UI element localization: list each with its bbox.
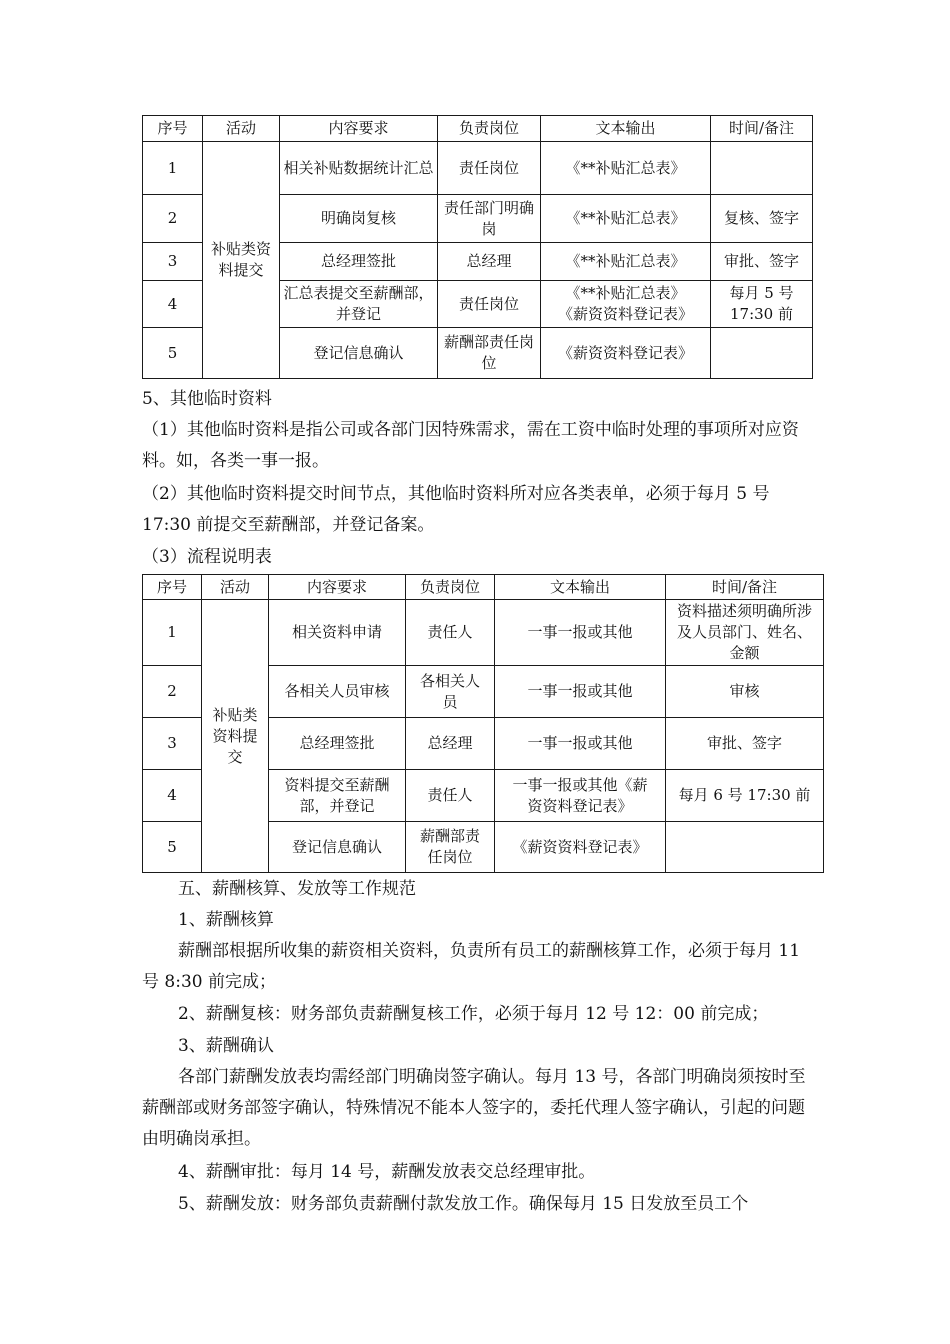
table-header-row: [143, 116, 813, 142]
content-cell: 相关补贴数据统计汇总: [280, 142, 438, 195]
output-cell: 一事一报或其他: [495, 666, 666, 718]
subsection-heading: 3、薪酬确认: [178, 1036, 274, 1056]
output-cell: 一事一报或其他: [495, 718, 666, 770]
section-heading: 五、薪酬核算、发放等工作规范: [178, 879, 416, 899]
content-cell: [269, 770, 406, 822]
header-cell: 活动: [203, 116, 280, 142]
paragraph: 2、薪酬复核：财务部负责薪酬复核工作，必须于每月 12 号 12：00 前完成；: [178, 1004, 769, 1024]
activity-label: 补贴类资料提交: [211, 240, 272, 279]
output-cell: [541, 281, 711, 328]
output-cell: 《薪资资料登记表》: [495, 822, 666, 873]
role-cell: 责任人: [406, 770, 495, 822]
role-cell: 总经理: [438, 243, 541, 281]
note-cell: [666, 822, 824, 873]
header-cell: 负责岗位: [438, 116, 541, 142]
row-number: 3: [143, 243, 203, 281]
note-text: 资料描述须明确所涉及人员部门、姓名、金额: [676, 602, 812, 662]
role-cell: 总经理: [406, 718, 495, 770]
paragraph: 4、薪酬审批：每月 14 号，薪酬发放表交总经理审批。: [178, 1162, 596, 1182]
output-text: 一事一报或其他《薪资资料登记表》: [512, 775, 648, 815]
content-cell: 登记信息确认: [280, 328, 438, 379]
table-row: [143, 600, 824, 666]
process-table-subsidy: [142, 115, 813, 379]
role-cell: 责任人: [406, 600, 495, 666]
header-cell: 序号: [143, 575, 202, 600]
row-number: 5: [143, 328, 203, 379]
row-number: 4: [143, 281, 203, 328]
header-cell: 文本输出: [495, 575, 666, 600]
output-cell: 《**补贴汇总表》: [541, 142, 711, 195]
section-heading: 5、其他临时资料: [142, 389, 272, 409]
role-cell: 责任岗位: [438, 281, 541, 328]
table-row: [143, 142, 813, 195]
activity-label: 补贴类资料提交: [212, 705, 258, 766]
row-number: 4: [143, 770, 202, 822]
role-text: 薪酬部责任岗位: [419, 827, 480, 866]
row-number: 2: [143, 666, 202, 718]
content-cell: 总经理签批: [280, 243, 438, 281]
row-number: 5: [143, 822, 202, 873]
note-cell: 审核: [666, 666, 824, 718]
row-number: 2: [143, 195, 203, 243]
note-cell: [711, 328, 813, 379]
role-cell: 薪酬部责任岗位: [438, 328, 541, 379]
note-cell: 审批、签字: [711, 243, 813, 281]
note-cell: [711, 142, 813, 195]
note-text: 每月 5 号 17:30 前: [729, 284, 794, 323]
paragraph: （3）流程说明表: [142, 547, 272, 567]
content-cell: 登记信息确认: [269, 822, 406, 873]
paragraph: （1）其他临时资料是指公司或各部门因特殊需求，需在工资中临时处理的事项所对应资料。如，各类一事一报。: [142, 420, 799, 471]
note-cell: [711, 281, 813, 328]
header-cell: 内容要求: [280, 116, 438, 142]
content-text: 资料提交至薪酬部，并登记: [284, 775, 390, 815]
role-cell: [406, 822, 495, 873]
content-cell: 相关资料申请: [269, 600, 406, 666]
header-cell: 负责岗位: [406, 575, 495, 600]
subsection-heading: 1、薪酬核算: [178, 910, 274, 930]
note-cell: 每月 6 号 17:30 前: [666, 770, 824, 822]
output-cell: 一事一报或其他: [495, 600, 666, 666]
note-cell: [666, 600, 824, 666]
content-cell: 汇总表提交至薪酬部，并登记: [280, 281, 438, 328]
output-text: 《**补贴汇总表》《薪资资料登记表》: [558, 284, 694, 323]
output-cell: 《薪资资料登记表》: [541, 328, 711, 379]
header-cell: 时间/备注: [666, 575, 824, 600]
paragraph: 5、薪酬发放：财务部负责薪酬付款发放工作。确保每月 15 日发放至员工个: [178, 1194, 749, 1214]
paragraph: 各部门薪酬发放表均需经部门明确岗签字确认。每月 13 号，各部门明确岗须按时至薪酬部或财务部签字确认，特殊情况不能本人签字的，委托代理人签字确认，引起的问题由明确岗承担。: [142, 1067, 806, 1149]
content-cell: 总经理签批: [269, 718, 406, 770]
role-text: 各相关人员: [419, 671, 480, 711]
header-cell: 时间/备注: [711, 116, 813, 142]
table-header-row: [143, 575, 824, 600]
role-cell: 责任岗位: [438, 142, 541, 195]
note-cell: 复核、签字: [711, 195, 813, 243]
role-cell: 责任部门明确岗: [438, 195, 541, 243]
header-cell: 文本输出: [541, 116, 711, 142]
activity-cell: [203, 142, 280, 379]
role-cell: [406, 666, 495, 718]
paragraph: 薪酬部根据所收集的薪资相关资料，负责所有员工的薪酬核算工作，必须于每月 11 号 8:30 前完成；: [142, 941, 801, 992]
process-table-temporary: [142, 574, 824, 873]
header-cell: 内容要求: [269, 575, 406, 600]
header-cell: 序号: [143, 116, 203, 142]
output-cell: 《**补贴汇总表》: [541, 243, 711, 281]
header-cell: 活动: [202, 575, 269, 600]
content-cell: 各相关人员审核: [269, 666, 406, 718]
row-number: 1: [143, 600, 202, 666]
content-cell: 明确岗复核: [280, 195, 438, 243]
output-cell: [495, 770, 666, 822]
row-number: 1: [143, 142, 203, 195]
output-cell: 《**补贴汇总表》: [541, 195, 711, 243]
paragraph: （2）其他临时资料提交时间节点，其他临时资料所对应各类表单，必须于每月 5 号 17:30 前提交至薪酬部，并登记备案。: [142, 484, 770, 535]
row-number: 3: [143, 718, 202, 770]
activity-cell: [202, 600, 269, 873]
note-cell: 审批、签字: [666, 718, 824, 770]
